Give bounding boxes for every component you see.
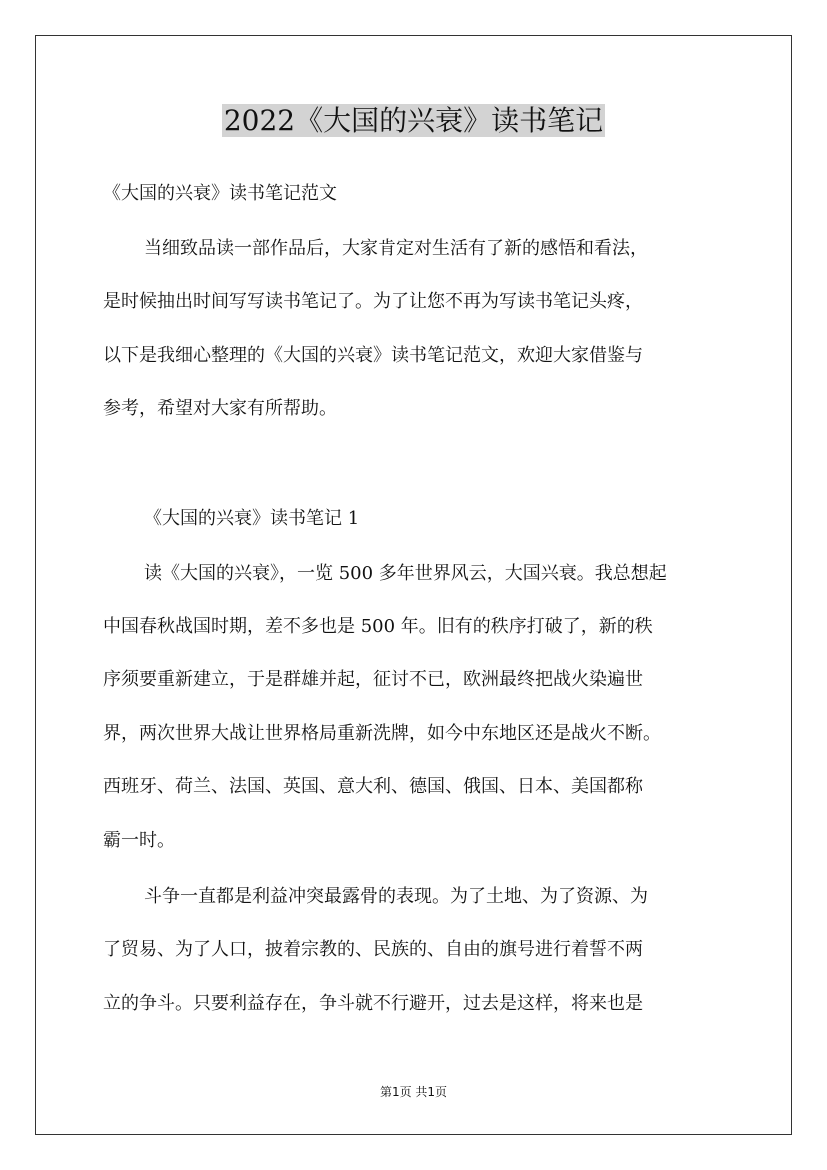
paragraph-1-line: 读《大国的兴衰》，一览 500 多年世界风云，大国兴衰。我总想起 [144,563,667,584]
paragraph-2-line: 斗争一直都是利益冲突最露骨的表现。为了土地、为了资源、为 [144,886,648,907]
intro-line: 是时候抽出时间写写读书笔记了。为了让您不再为写读书笔记头疼， [103,291,643,312]
section-heading: 《大国的兴衰》读书笔记 1 [144,508,360,529]
paragraph-1-line: 霸一时。 [103,830,175,851]
document-subtitle: 《大国的兴衰》读书笔记范文 [103,183,337,204]
paragraph-1-line: 西班牙、荷兰、法国、英国、意大利、德国、俄国、日本、美国都称 [103,776,643,797]
intro-line: 当细致品读一部作品后，大家肯定对生活有了新的感悟和看法， [144,238,648,259]
intro-line: 以下是我细心整理的《大国的兴衰》读书笔记范文，欢迎大家借鉴与 [103,345,643,366]
paragraph-1-line: 序须要重新建立，于是群雄并起，征讨不已，欧洲最终把战火染遍世 [103,669,643,690]
paragraph-2-line: 立的争斗。只要利益存在，争斗就不行避开，过去是这样，将来也是 [103,993,643,1014]
paragraph-2-line: 了贸易、为了人口，披着宗教的、民族的、自由的旗号进行着誓不两 [103,939,643,960]
paragraph-1-line: 中国春秋战国时期，差不多也是 500 年。旧有的秩序打破了，新的秩 [103,616,653,637]
document-title-text: 2022《大国的兴衰》读书笔记 [223,104,604,137]
paragraph-1-line: 界，两次世界大战让世界格局重新洗牌，如今中东地区还是战火不断。 [103,723,661,744]
page-footer: 第1页 共1页 [379,1085,448,1099]
intro-line: 参考，希望对大家有所帮助。 [103,398,337,419]
document-title [0,101,827,141]
